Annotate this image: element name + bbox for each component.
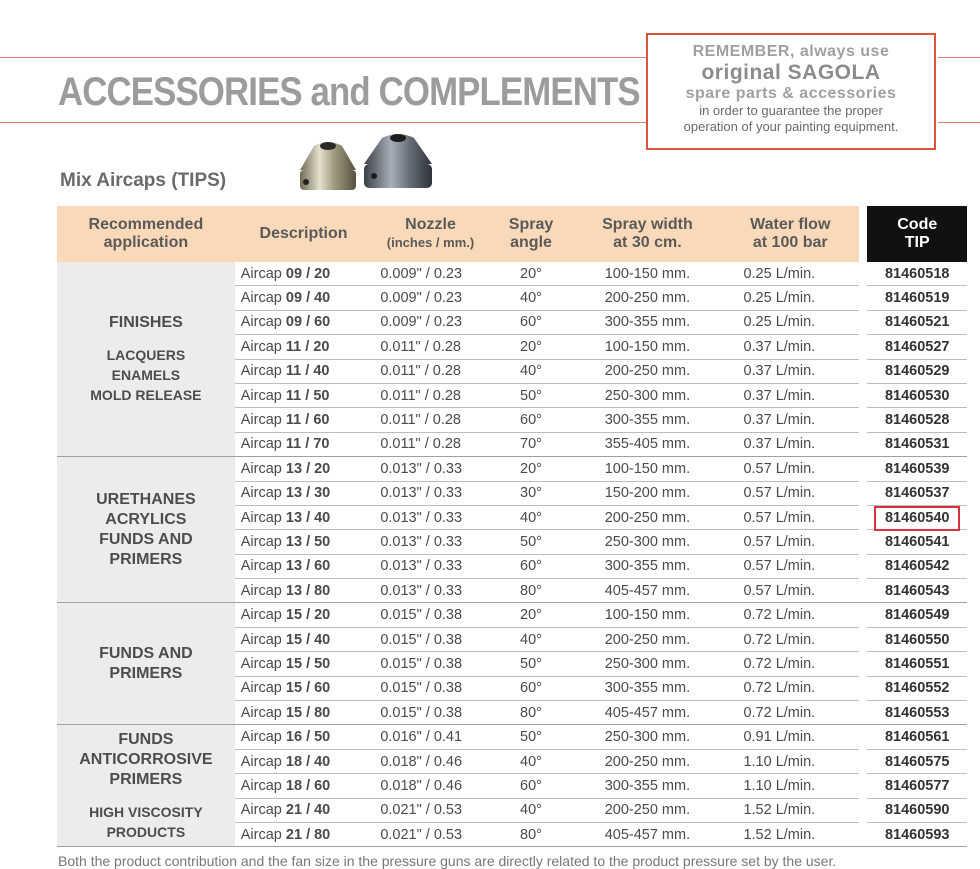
code-tip-cell — [867, 603, 967, 627]
description-cell — [235, 505, 373, 529]
spray-angle-cell: 70° — [489, 432, 574, 456]
aircap-size: 11 / 50 — [285, 387, 330, 404]
header-application: Recommended application — [57, 206, 235, 262]
gap-cell — [859, 798, 867, 822]
spray-width-cell: 300-355 mm. — [573, 408, 721, 432]
code-tip-value: 81460541 — [884, 533, 950, 550]
spray-width-cell: 100-150 mm. — [573, 262, 721, 286]
aircap-size: 15 / 40 — [285, 631, 331, 648]
water-flow-cell: 1.52 L/min. — [721, 798, 859, 822]
description-prefix: Aircap — [240, 485, 286, 502]
spray-width-cell: 250-300 mm. — [573, 652, 721, 676]
gap-cell — [859, 481, 867, 505]
code-tip-value: 81460529 — [884, 363, 950, 380]
description-cell — [235, 701, 373, 725]
description-cell — [235, 798, 373, 822]
nozzle-cell: 0.011" / 0.28 — [372, 383, 488, 407]
spray-angle-cell: 60° — [489, 676, 574, 700]
description-cell — [235, 408, 373, 432]
application-main-label: FUNDS AND — [99, 530, 193, 548]
description-cell — [235, 359, 373, 383]
description-cell — [235, 603, 373, 627]
application-main-label: FINISHES — [108, 314, 183, 332]
description-cell — [235, 457, 373, 481]
nozzle-cell: 0.016" / 0.41 — [372, 725, 488, 749]
description-prefix: Aircap — [240, 607, 286, 624]
description-prefix: Aircap — [240, 704, 286, 721]
aircap-tips-image — [292, 128, 442, 203]
nozzle-cell: 0.013" / 0.33 — [372, 457, 488, 481]
application-cell — [57, 457, 235, 603]
description-prefix: Aircap — [240, 680, 286, 697]
gap-cell — [859, 310, 867, 334]
aircap-size: 13 / 30 — [285, 485, 331, 502]
code-tip-value: 81460521 — [884, 314, 950, 331]
nozzle-cell: 0.011" / 0.28 — [372, 335, 488, 359]
reminder-box — [646, 33, 936, 150]
code-tip-value: 81460590 — [884, 802, 950, 819]
description-cell — [235, 774, 373, 798]
water-flow-cell: 0.57 L/min. — [721, 579, 859, 603]
code-tip-cell — [867, 652, 967, 676]
aircap-size: 18 / 60 — [285, 777, 331, 794]
spray-angle-cell: 80° — [489, 701, 574, 725]
water-flow-cell: 0.72 L/min. — [721, 627, 859, 651]
aircap-size: 18 / 40 — [285, 753, 331, 770]
description-cell — [235, 262, 373, 286]
code-tip-cell — [867, 798, 967, 822]
spray-width-cell: 300-355 mm. — [573, 774, 721, 798]
gap-cell — [859, 822, 867, 846]
spray-angle-cell: 20° — [489, 603, 574, 627]
code-tip-cell — [867, 725, 967, 749]
aircap-size: 09 / 40 — [285, 290, 331, 307]
nozzle-cell: 0.013" / 0.33 — [372, 505, 488, 529]
water-flow-cell: 0.72 L/min. — [721, 603, 859, 627]
gap-cell — [859, 652, 867, 676]
spray-angle-cell: 40° — [489, 798, 574, 822]
code-tip-cell — [867, 579, 967, 603]
table-row — [57, 725, 967, 749]
aircap-size: 21 / 40 — [285, 802, 331, 819]
code-tip-cell — [867, 457, 967, 481]
description-cell — [235, 310, 373, 334]
gap-cell — [859, 749, 867, 773]
aircap-size: 11 / 40 — [285, 363, 330, 380]
description-prefix: Aircap — [240, 265, 286, 282]
application-cell — [57, 262, 235, 457]
nozzle-cell: 0.013" / 0.33 — [372, 530, 488, 554]
spray-angle-cell: 60° — [489, 554, 574, 578]
table-body — [57, 262, 967, 847]
code-tip-cell — [867, 408, 967, 432]
description-prefix: Aircap — [240, 460, 286, 477]
application-cell — [57, 603, 235, 725]
aircap-size: 15 / 20 — [285, 607, 331, 624]
aircap-size: 09 / 60 — [285, 314, 331, 331]
nozzle-cell: 0.009" / 0.23 — [372, 310, 488, 334]
code-tip-value: 81460519 — [884, 290, 950, 307]
gap-cell — [859, 457, 867, 481]
description-prefix: Aircap — [240, 436, 286, 453]
description-cell — [235, 676, 373, 700]
nozzle-cell: 0.015" / 0.38 — [372, 603, 488, 627]
water-flow-cell: 0.57 L/min. — [721, 530, 859, 554]
footnote: Both the product contribution and the fan size in the pressure guns are directly related to the product pressure set by the user. — [58, 853, 837, 869]
water-flow-cell: 0.57 L/min. — [721, 505, 859, 529]
spray-angle-cell: 40° — [489, 359, 574, 383]
code-tip-value: 81460593 — [884, 826, 950, 843]
spray-width-cell: 100-150 mm. — [573, 335, 721, 359]
code-tip-cell — [867, 286, 967, 310]
description-prefix: Aircap — [240, 777, 286, 794]
code-tip-cell — [867, 749, 967, 773]
code-tip-value: 81460528 — [884, 412, 950, 429]
reminder-line-3: spare parts & accessories — [685, 85, 897, 102]
spray-angle-cell: 20° — [489, 335, 574, 359]
gap-cell — [859, 505, 867, 529]
spray-angle-cell: 60° — [489, 408, 574, 432]
application-main-label: FUNDS — [118, 730, 174, 748]
nozzle-cell: 0.018" / 0.46 — [372, 774, 488, 798]
spray-angle-cell: 20° — [489, 262, 574, 286]
code-tip-value: 81460550 — [884, 631, 950, 648]
description-prefix: Aircap — [240, 729, 286, 746]
gap-cell — [859, 286, 867, 310]
spray-angle-cell: 80° — [489, 579, 574, 603]
description-cell — [235, 652, 373, 676]
application-main-label: ANTICORROSIVE — [79, 750, 213, 768]
code-tip-value: 81460539 — [884, 460, 950, 477]
spray-angle-cell: 50° — [489, 725, 574, 749]
gap-cell — [859, 262, 867, 286]
water-flow-cell: 0.37 L/min. — [721, 432, 859, 456]
description-cell — [235, 335, 373, 359]
bottom-rule-left — [0, 122, 646, 123]
water-flow-cell: 0.72 L/min. — [721, 652, 859, 676]
description-prefix: Aircap — [240, 412, 286, 429]
description-cell — [235, 432, 373, 456]
spray-width-cell: 300-355 mm. — [573, 310, 721, 334]
top-rule-right — [938, 57, 980, 58]
code-tip-cell — [867, 554, 967, 578]
water-flow-cell: 0.37 L/min. — [721, 335, 859, 359]
spray-angle-cell: 60° — [489, 310, 574, 334]
spray-angle-cell: 40° — [489, 749, 574, 773]
application-sub-label: HIGH VISCOSITY — [89, 803, 203, 820]
nozzle-cell: 0.018" / 0.46 — [372, 749, 488, 773]
description-prefix: Aircap — [240, 558, 286, 575]
code-tip-cell — [867, 774, 967, 798]
code-tip-cell — [867, 383, 967, 407]
spray-width-cell: 100-150 mm. — [573, 457, 721, 481]
code-tip-value: 81460537 — [884, 485, 950, 502]
aircap-size: 11 / 60 — [285, 412, 330, 429]
code-tip-value: 81460543 — [884, 582, 950, 599]
water-flow-cell: 0.72 L/min. — [721, 701, 859, 725]
code-tip-cell — [867, 530, 967, 554]
water-flow-cell: 0.25 L/min. — [721, 310, 859, 334]
code-tip-cell-highlighted — [867, 505, 967, 529]
water-flow-cell: 0.57 L/min. — [721, 481, 859, 505]
aircap-size: 11 / 20 — [285, 338, 330, 355]
aircap-size: 13 / 40 — [285, 509, 331, 526]
header-nozzle: Nozzle (inches / mm.) — [372, 206, 488, 262]
spray-angle-cell: 50° — [489, 652, 574, 676]
water-flow-cell: 0.37 L/min. — [721, 408, 859, 432]
description-cell — [235, 579, 373, 603]
spray-width-cell: 200-250 mm. — [573, 286, 721, 310]
description-cell — [235, 627, 373, 651]
reminder-line-1: REMEMBER, always use — [692, 43, 890, 60]
reminder-line-4: in order to guarantee the proper — [699, 103, 883, 118]
header-gap — [859, 206, 867, 262]
gap-cell — [859, 627, 867, 651]
description-prefix: Aircap — [240, 509, 286, 526]
spray-width-cell: 300-355 mm. — [573, 676, 721, 700]
gap-cell — [859, 554, 867, 578]
code-tip-value: 81460561 — [884, 729, 950, 746]
code-tip-cell — [867, 335, 967, 359]
water-flow-cell: 0.91 L/min. — [721, 725, 859, 749]
reminder-line-2: original SAGOLA — [701, 61, 881, 84]
application-sub-label: ENAMELS — [111, 367, 181, 384]
nozzle-cell: 0.013" / 0.33 — [372, 579, 488, 603]
aircap-size: 11 / 70 — [285, 436, 330, 453]
spray-angle-cell: 20° — [489, 457, 574, 481]
gap-cell — [859, 432, 867, 456]
water-flow-cell: 0.37 L/min. — [721, 383, 859, 407]
gap-cell — [859, 701, 867, 725]
code-tip-cell — [867, 701, 967, 725]
spray-width-cell: 200-250 mm. — [573, 359, 721, 383]
code-tip-value: 81460551 — [884, 655, 950, 672]
header-code-tip: Code TIP — [867, 206, 967, 262]
aircap-table — [57, 206, 967, 847]
code-tip-cell — [867, 481, 967, 505]
nozzle-cell: 0.011" / 0.28 — [372, 432, 488, 456]
spray-width-cell: 200-250 mm. — [573, 798, 721, 822]
description-prefix: Aircap — [240, 533, 286, 550]
gap-cell — [859, 774, 867, 798]
gap-cell — [859, 359, 867, 383]
application-main-label: PRIMERS — [109, 770, 183, 788]
spray-width-cell: 405-457 mm. — [573, 701, 721, 725]
description-cell — [235, 530, 373, 554]
description-cell — [235, 725, 373, 749]
code-tip-value: 81460531 — [884, 436, 950, 453]
aircap-size: 13 / 80 — [285, 582, 331, 599]
aircap-size: 15 / 50 — [285, 655, 331, 672]
nozzle-cell: 0.011" / 0.28 — [372, 359, 488, 383]
nozzle-cell: 0.013" / 0.33 — [372, 554, 488, 578]
description-prefix: Aircap — [240, 290, 286, 307]
spray-width-cell: 200-250 mm. — [573, 749, 721, 773]
aircap-size: 16 / 50 — [285, 729, 331, 746]
aircap-size: 15 / 80 — [285, 704, 331, 721]
water-flow-cell: 1.10 L/min. — [721, 749, 859, 773]
water-flow-cell: 1.10 L/min. — [721, 774, 859, 798]
description-cell — [235, 822, 373, 846]
spray-width-cell: 405-457 mm. — [573, 579, 721, 603]
table-row — [57, 262, 967, 286]
bottom-rule-right — [938, 122, 980, 123]
spray-width-cell: 300-355 mm. — [573, 554, 721, 578]
code-tip-cell — [867, 432, 967, 456]
code-tip-value: 81460530 — [884, 387, 950, 404]
description-prefix: Aircap — [240, 387, 286, 404]
code-tip-cell — [867, 627, 967, 651]
gap-cell — [859, 603, 867, 627]
nozzle-cell: 0.011" / 0.28 — [372, 408, 488, 432]
gap-cell — [859, 408, 867, 432]
code-tip-value: 81460518 — [884, 265, 950, 282]
spray-width-cell: 200-250 mm. — [573, 627, 721, 651]
code-tip-value: 81460553 — [884, 704, 950, 721]
description-cell — [235, 383, 373, 407]
application-main-label: URETHANES — [96, 490, 196, 508]
nozzle-cell: 0.015" / 0.38 — [372, 652, 488, 676]
aircap-size: 09 / 20 — [285, 265, 331, 282]
table-row — [57, 603, 967, 627]
code-tip-cell — [867, 822, 967, 846]
code-tip-value: 81460575 — [884, 753, 950, 770]
table-row — [57, 457, 967, 481]
description-prefix: Aircap — [240, 753, 286, 770]
water-flow-cell: 0.72 L/min. — [721, 676, 859, 700]
nozzle-cell: 0.015" / 0.38 — [372, 627, 488, 651]
description-cell — [235, 554, 373, 578]
page-title: ACCESSORIES and COMPLEMENTS — [58, 70, 640, 114]
code-tip-value: 81460549 — [884, 607, 950, 624]
application-sub-label: MOLD RELEASE — [90, 387, 202, 404]
aircap-size: 21 / 80 — [285, 826, 331, 843]
gap-cell — [859, 335, 867, 359]
description-cell — [235, 481, 373, 505]
aircap-size: 15 / 60 — [285, 680, 331, 697]
description-prefix: Aircap — [240, 363, 286, 380]
application-sub-label: PRODUCTS — [106, 823, 186, 840]
header-water-flow: Water flow at 100 bar — [721, 206, 859, 262]
spray-width-cell: 250-300 mm. — [573, 530, 721, 554]
spray-width-cell: 405-457 mm. — [573, 822, 721, 846]
spray-angle-cell: 50° — [489, 383, 574, 407]
header-spray-angle: Spray angle — [489, 206, 574, 262]
application-main-label: FUNDS AND — [99, 644, 193, 662]
header-spray-width: Spray width at 30 cm. — [573, 206, 721, 262]
description-prefix: Aircap — [240, 631, 286, 648]
description-prefix: Aircap — [240, 582, 286, 599]
top-rule-left — [0, 57, 646, 58]
nozzle-cell: 0.021" / 0.53 — [372, 822, 488, 846]
code-tip-cell — [867, 676, 967, 700]
description-prefix: Aircap — [240, 338, 286, 355]
nozzle-cell: 0.015" / 0.38 — [372, 676, 488, 700]
water-flow-cell: 0.37 L/min. — [721, 359, 859, 383]
aircap-size: 13 / 60 — [285, 558, 331, 575]
nozzle-cell: 0.021" / 0.53 — [372, 798, 488, 822]
spray-angle-cell: 60° — [489, 774, 574, 798]
water-flow-cell: 0.57 L/min. — [721, 457, 859, 481]
code-tip-cell — [867, 310, 967, 334]
water-flow-cell: 0.25 L/min. — [721, 262, 859, 286]
description-prefix: Aircap — [240, 655, 286, 672]
spray-angle-cell: 40° — [489, 627, 574, 651]
spray-width-cell: 100-150 mm. — [573, 603, 721, 627]
code-tip-value: 81460577 — [884, 777, 950, 794]
section-subtitle: Mix Aircaps (TIPS) — [60, 170, 227, 191]
spray-width-cell: 355-405 mm. — [573, 432, 721, 456]
code-tip-value: 81460542 — [884, 558, 950, 575]
table-header-row — [57, 206, 967, 262]
reminder-line-5: operation of your painting equipment. — [683, 119, 899, 134]
gap-cell — [859, 530, 867, 554]
code-tip-cell — [867, 359, 967, 383]
description-prefix: Aircap — [240, 802, 286, 819]
aircap-left — [300, 142, 356, 190]
code-tip-cell — [867, 262, 967, 286]
spray-angle-cell: 40° — [489, 505, 574, 529]
application-main-label: PRIMERS — [109, 664, 183, 682]
nozzle-cell: 0.015" / 0.38 — [372, 701, 488, 725]
aircap-size: 13 / 50 — [285, 533, 331, 550]
description-prefix: Aircap — [240, 826, 286, 843]
water-flow-cell: 0.25 L/min. — [721, 286, 859, 310]
spray-angle-cell: 80° — [489, 822, 574, 846]
spray-angle-cell: 40° — [489, 286, 574, 310]
water-flow-cell: 0.57 L/min. — [721, 554, 859, 578]
application-main-label: PRIMERS — [109, 550, 183, 568]
code-tip-value: 81460540 — [876, 508, 959, 529]
aircap-right — [364, 134, 432, 188]
gap-cell — [859, 725, 867, 749]
application-main-label: ACRYLICS — [105, 510, 187, 528]
nozzle-cell: 0.009" / 0.23 — [372, 286, 488, 310]
application-sub-label: LACQUERS — [106, 347, 186, 364]
header-description: Description — [235, 206, 373, 262]
spray-width-cell: 250-300 mm. — [573, 383, 721, 407]
code-tip-value: 81460552 — [884, 680, 950, 697]
spray-angle-cell: 30° — [489, 481, 574, 505]
application-cell — [57, 725, 235, 847]
nozzle-cell: 0.009" / 0.23 — [372, 262, 488, 286]
spray-width-cell: 150-200 mm. — [573, 481, 721, 505]
gap-cell — [859, 383, 867, 407]
code-tip-value: 81460527 — [884, 338, 950, 355]
spray-angle-cell: 50° — [489, 530, 574, 554]
aircap-size: 13 / 20 — [285, 460, 331, 477]
nozzle-cell: 0.013" / 0.33 — [372, 481, 488, 505]
spray-width-cell: 200-250 mm. — [573, 505, 721, 529]
description-cell — [235, 749, 373, 773]
gap-cell — [859, 676, 867, 700]
spray-width-cell: 250-300 mm. — [573, 725, 721, 749]
water-flow-cell: 1.52 L/min. — [721, 822, 859, 846]
description-cell — [235, 286, 373, 310]
description-prefix: Aircap — [240, 314, 286, 331]
gap-cell — [859, 579, 867, 603]
